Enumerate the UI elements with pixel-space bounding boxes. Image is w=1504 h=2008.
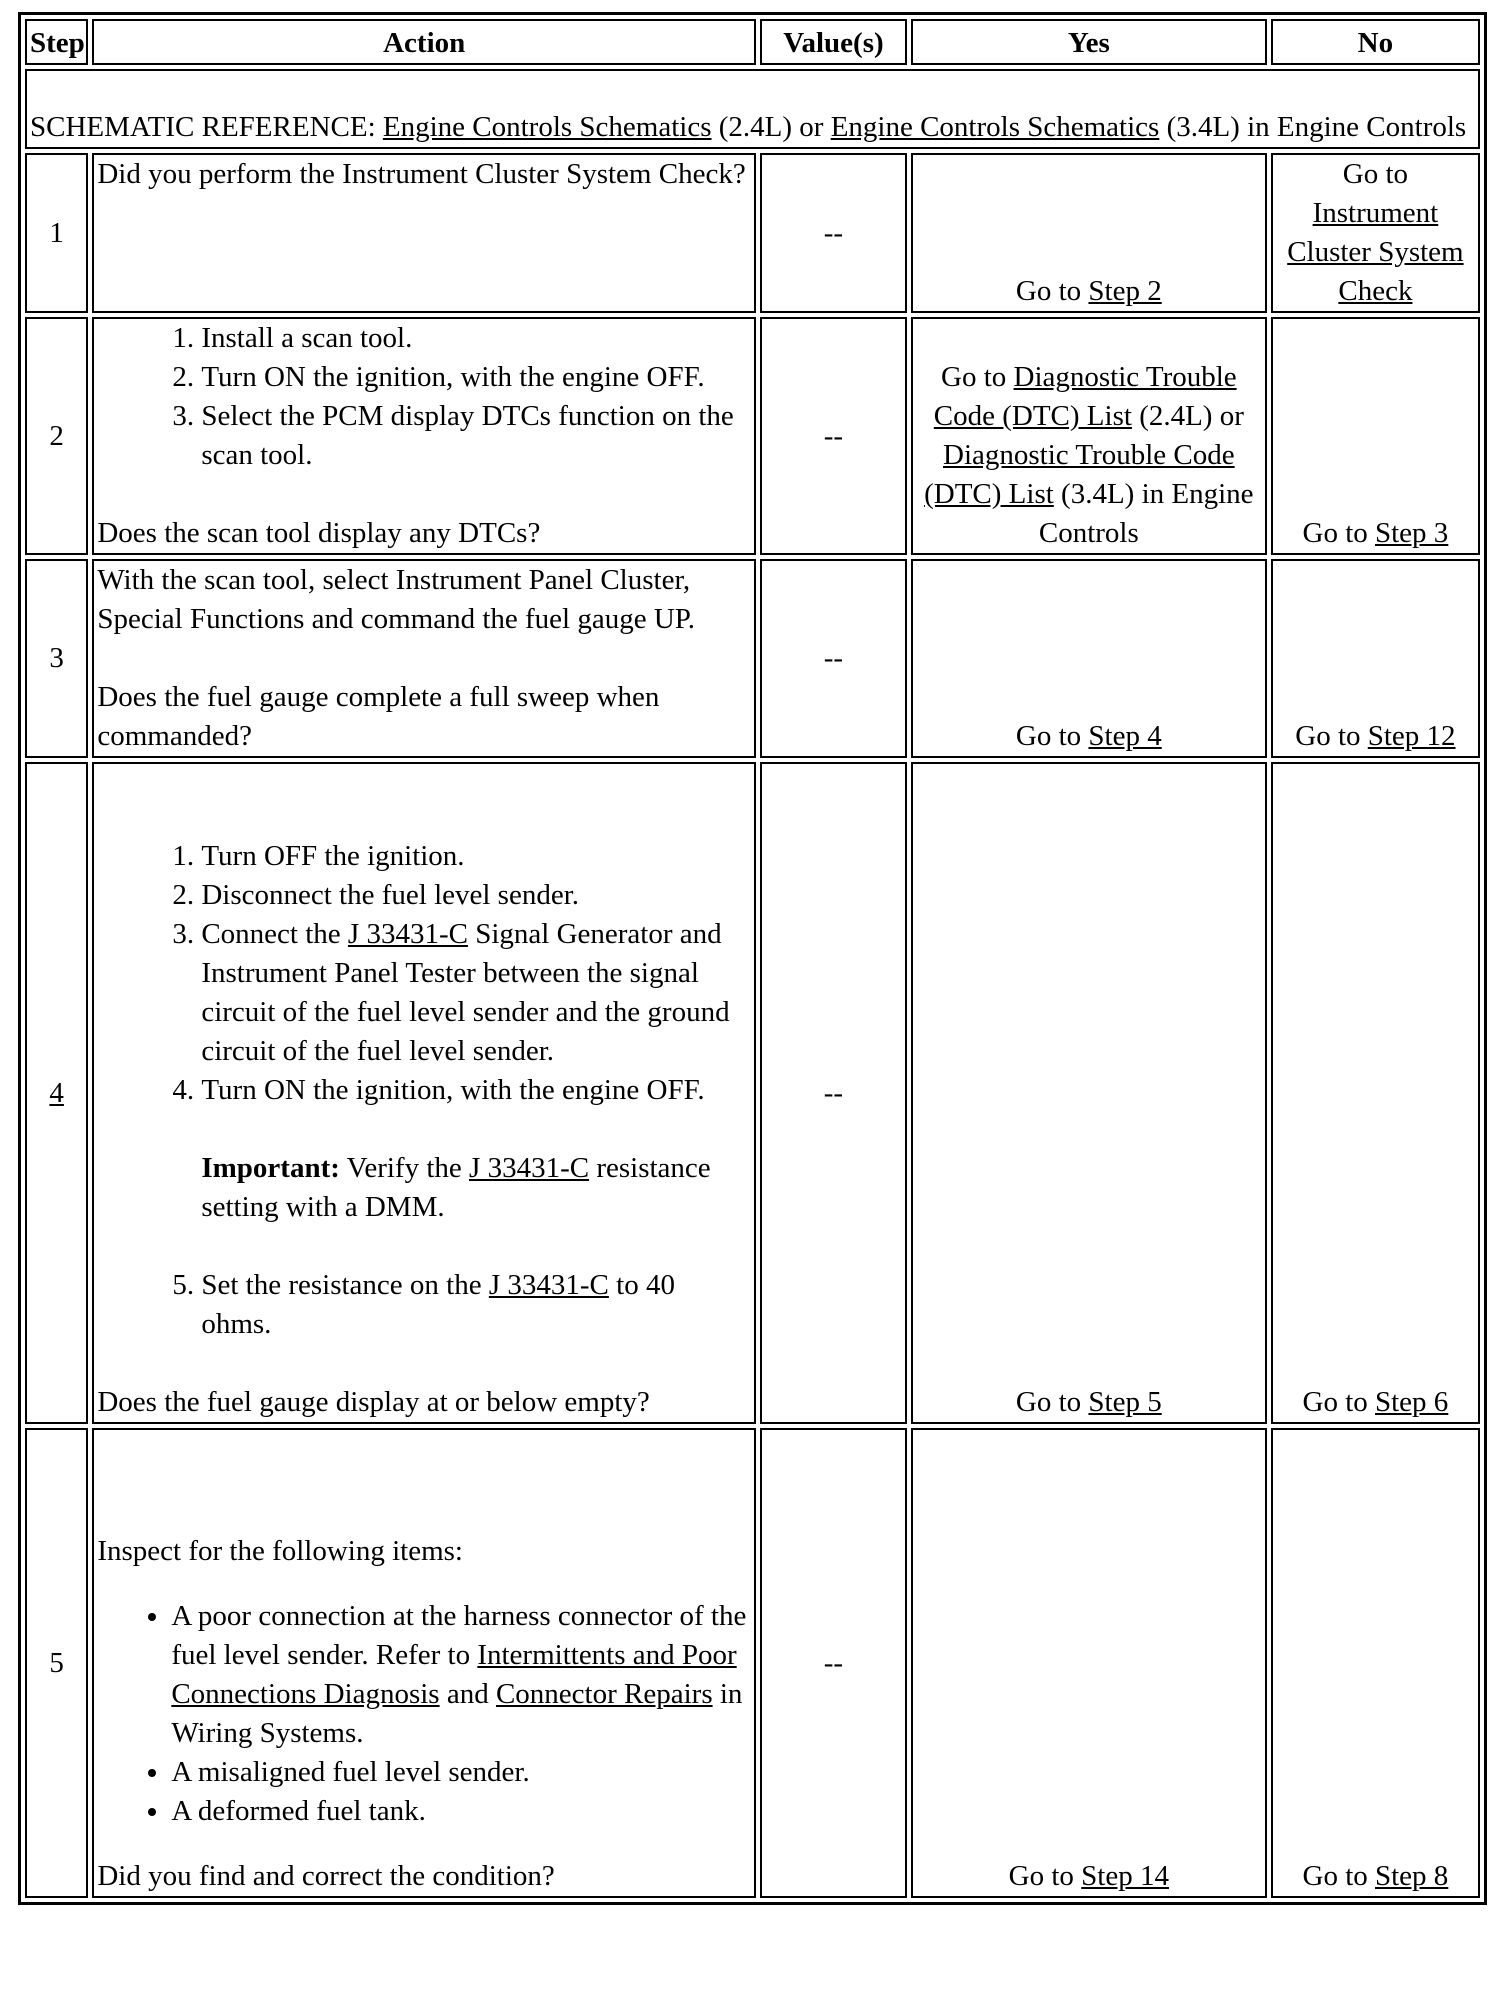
action-cell: Did you perform the Instrument Cluster System Check? <box>92 153 756 313</box>
engine-controls-schematics-link-1[interactable]: Engine Controls Schematics <box>382 111 712 143</box>
step-number: 2 <box>25 317 88 555</box>
action-cell <box>92 762 756 1424</box>
list-item: • A misaligned fuel level sender. <box>171 1753 751 1792</box>
intermittents-link[interactable]: Intermittents and Poor Connections Diagnosis <box>171 1639 737 1710</box>
value-cell: -- <box>760 762 907 1424</box>
header-step: Step <box>25 19 88 65</box>
step-4-anchor-link[interactable]: 4 <box>49 1076 64 1109</box>
list-item: 5. Set the resistance on the J 33431-C to 40 ohms. <box>201 1266 751 1344</box>
j33431c-link[interactable]: J 33431-C <box>488 1269 609 1301</box>
j33431c-link[interactable]: J 33431-C <box>347 918 468 950</box>
action-cell <box>92 559 756 758</box>
instrument-cluster-system-check-link[interactable]: Instrument Cluster System Check <box>1287 197 1464 307</box>
header-no: No <box>1271 19 1480 65</box>
no-cell: Go to Step 12 <box>1271 559 1480 758</box>
action-cell <box>92 1428 756 1898</box>
action-question: Did you find and correct the condition? <box>97 1860 555 1892</box>
action-question: Does the fuel gauge display at or below empty? <box>97 1386 650 1418</box>
schematic-row <box>25 69 1480 149</box>
engine-controls-schematics-link-2[interactable]: Engine Controls Schematics <box>830 111 1160 143</box>
no-cell: Go to Step 6 <box>1271 762 1480 1424</box>
step-number: 5 <box>25 1428 88 1898</box>
list-item: • A deformed fuel tank. <box>171 1792 751 1831</box>
table-row <box>25 1428 1480 1898</box>
step-number: 3 <box>25 559 88 758</box>
inspection-list <box>97 1597 751 1831</box>
action-cell <box>92 317 756 555</box>
no-cell: Go to Step 8 <box>1271 1428 1480 1898</box>
yes-cell: Go to Step 2 <box>911 153 1267 313</box>
action-text: With the scan tool, select Instrument Panel Cluster, Special Functions and command the fuel gauge UP. <box>97 564 695 635</box>
table-row <box>25 762 1480 1424</box>
list-item: 1. Turn OFF the ignition. <box>201 837 751 876</box>
action-intro: Inspect for the following items: <box>97 1535 463 1567</box>
yes-cell: Go to Diagnostic Trouble Code (DTC) List (2.4L) or Diagnostic Trouble Code (DTC) List (3.4L) in Engine Controls <box>911 317 1267 555</box>
value-cell: -- <box>760 1428 907 1898</box>
header-values: Value(s) <box>760 19 907 65</box>
header-action: Action <box>92 19 756 65</box>
important-note: Important: Verify the J 33431-C resistance setting with a DMM. <box>201 1152 711 1223</box>
table-row <box>25 559 1480 758</box>
list-item: 3. Select the PCM display DTCs function on the scan tool. <box>201 397 751 475</box>
action-list <box>97 837 751 1344</box>
dtc-list-link-2[interactable]: Diagnostic Trouble Code (DTC) List <box>924 439 1235 510</box>
value-cell: -- <box>760 559 907 758</box>
list-item: 2. Turn ON the ignition, with the engine OFF. <box>201 358 751 397</box>
header-row <box>25 19 1480 65</box>
action-question: Does the scan tool display any DTCs? <box>97 517 541 549</box>
value-cell: -- <box>760 317 907 555</box>
step-number <box>25 762 88 1424</box>
yes-cell: Go to Step 14 <box>911 1428 1267 1898</box>
step-number: 1 <box>25 153 88 313</box>
step-2-link[interactable]: Step 2 <box>1088 275 1162 307</box>
list-item: 4. Turn ON the ignition, with the engine OFF. Important: Verify the J 33431-C resistance setting with a DMM. <box>201 1071 751 1266</box>
connector-repairs-link[interactable]: Connector Repairs <box>495 1678 713 1710</box>
step-14-link[interactable]: Step 14 <box>1081 1860 1169 1892</box>
dtc-list-link-1[interactable]: Diagnostic Trouble Code (DTC) List <box>933 361 1237 432</box>
list-item: 1. Install a scan tool. <box>201 319 751 358</box>
j33431c-link[interactable]: J 33431-C <box>469 1152 590 1184</box>
yes-cell: Go to Step 5 <box>911 762 1267 1424</box>
yes-cell: Go to Step 4 <box>911 559 1267 758</box>
step-4-link[interactable]: Step 4 <box>1088 720 1162 752</box>
schematic-reference: SCHEMATIC REFERENCE: Engine Controls Schematics (2.4L) or Engine Controls Schematics (3.4L) in Engine Controls <box>25 69 1480 149</box>
diagnostic-table <box>18 12 1487 1905</box>
header-yes: Yes <box>911 19 1267 65</box>
no-cell: Go to Step 3 <box>1271 317 1480 555</box>
step-12-link[interactable]: Step 12 <box>1367 720 1456 752</box>
table-row <box>25 153 1480 313</box>
table-row <box>25 317 1480 555</box>
list-item: 2. Disconnect the fuel level sender. <box>201 876 751 915</box>
step-3-link[interactable]: Step 3 <box>1375 517 1449 549</box>
list-item: 3. Connect the J 33431-C Signal Generator and Instrument Panel Tester between the signal circuit of the fuel level sender and the ground circuit of the fuel level sender. <box>201 915 751 1071</box>
action-question: Does the fuel gauge complete a full sweep when commanded? <box>97 681 660 752</box>
list-item: • A poor connection at the harness connector of the fuel level sender. Refer to Intermittents and Poor Connections Diagnosis and Connector Repairs in Wiring Systems. <box>171 1597 751 1753</box>
step-8-link[interactable]: Step 8 <box>1375 1860 1449 1892</box>
step-5-link[interactable]: Step 5 <box>1088 1386 1162 1418</box>
action-list <box>97 319 751 475</box>
value-cell: -- <box>760 153 907 313</box>
step-6-link[interactable]: Step 6 <box>1375 1386 1449 1418</box>
no-cell: Go to Instrument Cluster System Check <box>1271 153 1480 313</box>
